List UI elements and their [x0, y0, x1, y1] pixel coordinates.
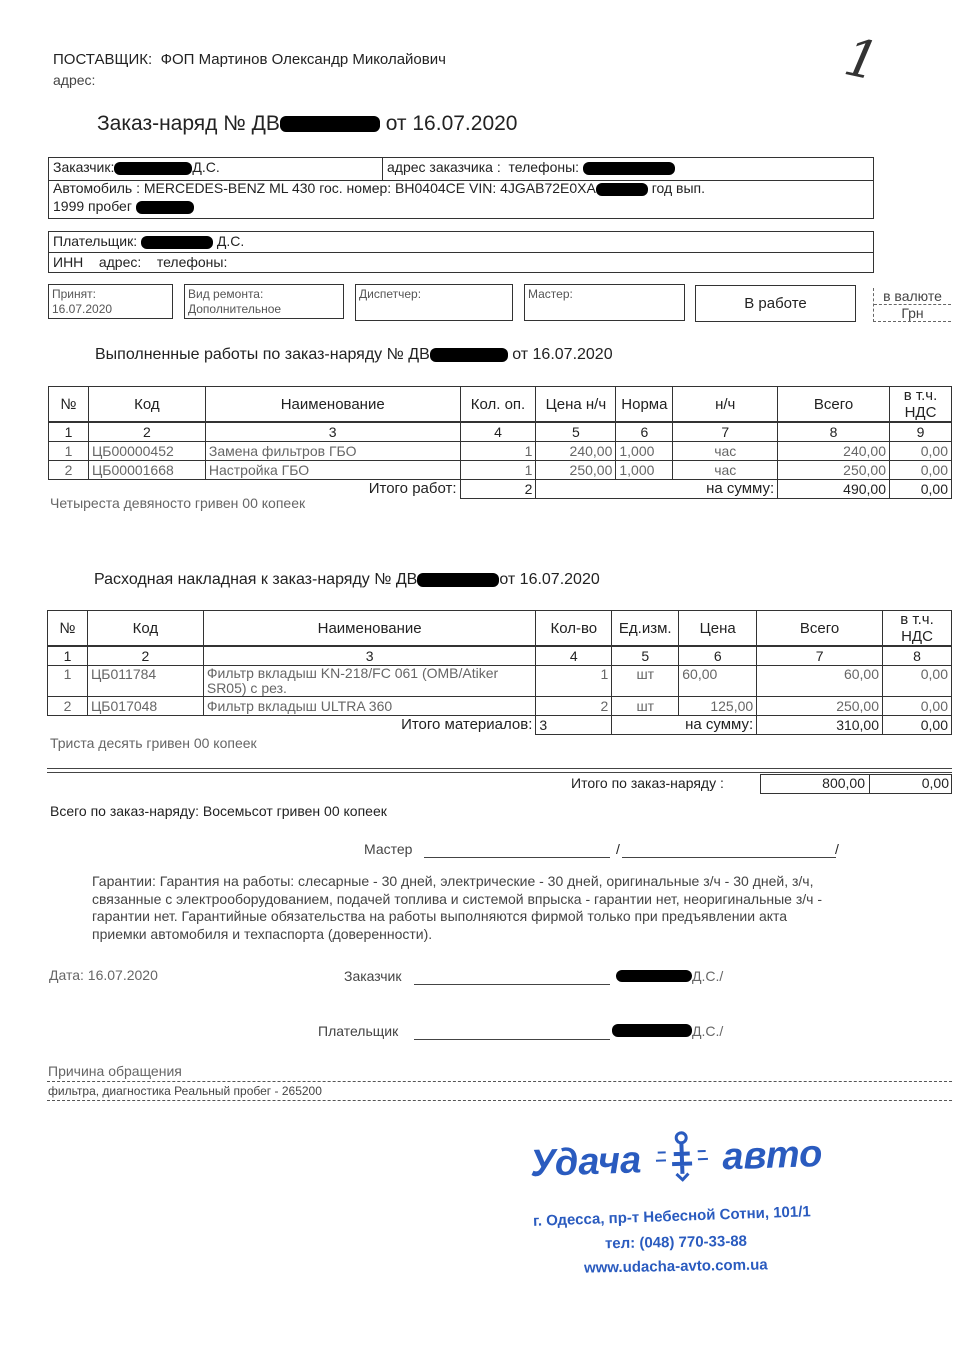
grand-total-sum: 800,00 [760, 774, 870, 794]
works-total-row: Итого работ: 2 на сумму: 490,00 0,00 [49, 479, 952, 498]
redaction [114, 162, 192, 175]
order-title: Заказ-наряд № ДВ от 16.07.2020 [97, 112, 518, 135]
materials-sum-in-words: Триста десять гривен 00 копеек [50, 735, 257, 751]
redaction [417, 573, 499, 587]
wrench-icon [651, 1129, 713, 1193]
grand-total-vat: 0,00 [869, 774, 952, 794]
table-row: 1 ЦБ00000452 Замена фильтров ГБО 1 240,00 1,000 час 240,00 0,00 [49, 441, 952, 460]
materials-table [47, 610, 952, 735]
redaction [141, 236, 213, 249]
dispatcher-box: Диспетчер: [355, 284, 513, 321]
payer-sign-label: Плательщик [318, 1023, 399, 1039]
supplier-line: ПОСТАВЩИК: ФОП Мартинов Олександр Миколайович [53, 51, 446, 68]
works-title: Выполненные работы по заказ-наряду № ДВ от 16.07.2020 [95, 346, 613, 363]
reason-label: Причина обращения [48, 1063, 182, 1079]
currency-box: в валюте Грн [873, 288, 951, 322]
redaction [583, 162, 675, 175]
supplier-address-label: адрес: [53, 72, 96, 88]
company-website: www.udacha-avto.com.ua [583, 1256, 768, 1277]
company-phone: тел: (048) 770-33-88 [604, 1232, 748, 1253]
table-row: 1 ЦБ011784 Фильтр вкладыш KN-218/FC 061 (OMB/Atiker SR05) с рез. 1 шт 60,00 60,00 0,00 [48, 665, 952, 696]
company-address: г. Одесса, пр-т Небесной Сотни, 101/1 [532, 1203, 811, 1230]
redaction [280, 116, 380, 132]
table-row: 2 ЦБ017048 Фильтр вкладыш ULTRA 360 2 шт 125,00 250,00 0,00 [48, 696, 952, 715]
works-header-row: № Код Наименование Кол. оп. Цена н/ч Норма н/ч Всего в т.ч. НДС [49, 387, 952, 423]
document-date: Дата: 16.07.2020 [49, 967, 158, 983]
master-sign-label: Мастер [364, 841, 413, 857]
redaction [612, 1024, 692, 1037]
payer-box: Плательщик: Д.С. ИНН адрес: телефоны: [48, 231, 874, 273]
materials-number-row: 1 2 3 4 5 6 7 8 [48, 646, 952, 665]
customer-box: Заказчик: Д.С. адрес заказчика : телефоны: Автомобиль : MERCEDES-BENZ ML 430 гос. номер: BH0404CE VIN: 4JGAB72E0XA год вып. 1999 пробег [48, 157, 874, 219]
redaction [596, 183, 648, 196]
accepted-box: Принят: 16.07.2020 [48, 284, 173, 319]
car-line: Автомобиль : MERCEDES-BENZ ML 430 гос. номер: BH0404CE VIN: 4JGAB72E0XA год вып. [53, 180, 706, 196]
repair-type-box: Вид ремонта: Дополнительное [184, 284, 344, 319]
table-row: 2 ЦБ00001668 Настройка ГБО 1 250,00 1,000 час 250,00 0,00 [49, 460, 952, 479]
materials-title: Расходная накладная к заказ-наряду № ДВ от 16.07.2020 [94, 571, 600, 588]
works-table [48, 386, 952, 499]
handwritten-page-number: 1 [839, 27, 884, 93]
faint-stamp: ​ [672, 704, 689, 716]
materials-header-row: № Код Наименование Кол-во Ед.изм. Цена Всего в т.ч. НДС [48, 611, 952, 647]
grand-total-label: Итого по заказ-наряду : [571, 775, 724, 791]
status-badge: В работе [695, 285, 856, 322]
warranty-text: Гарантии: Гарантия на работы: слесарные - 30 дней, электрические - 30 дней, оригинальные з/ч - 30 дней, з/ч, связанные с электрооборудованием, подачей топлива и системой впрыска - гарантии нет, неоригинальные з/ч - гарантии нет. Гарантийные обязательства на работы выполняются фирмой только при предъявлении акта приемки автомобиля и техпаспорта (доверенности). [92, 873, 822, 942]
works-number-row: 1 2 3 4 5 6 7 8 9 [49, 422, 952, 441]
materials-total-row: Итого материалов: 3 на сумму: 310,00 0,00 [48, 715, 952, 734]
works-sum-in-words: Четыреста девяносто гривен 00 копеек [50, 495, 306, 511]
customer-sign-label: Заказчик [344, 968, 402, 984]
redaction [616, 970, 692, 982]
redaction [136, 201, 194, 214]
grand-total-in-words: Всего по заказ-наряду: Восемьсот гривен 00 копеек [50, 803, 387, 819]
redaction [430, 348, 508, 362]
master-box: Мастер: [524, 284, 685, 321]
reason-text: фильтра, диагностика Реальный пробег - 265200 [48, 1084, 322, 1098]
company-logo: Удача авто [529, 1125, 823, 1197]
